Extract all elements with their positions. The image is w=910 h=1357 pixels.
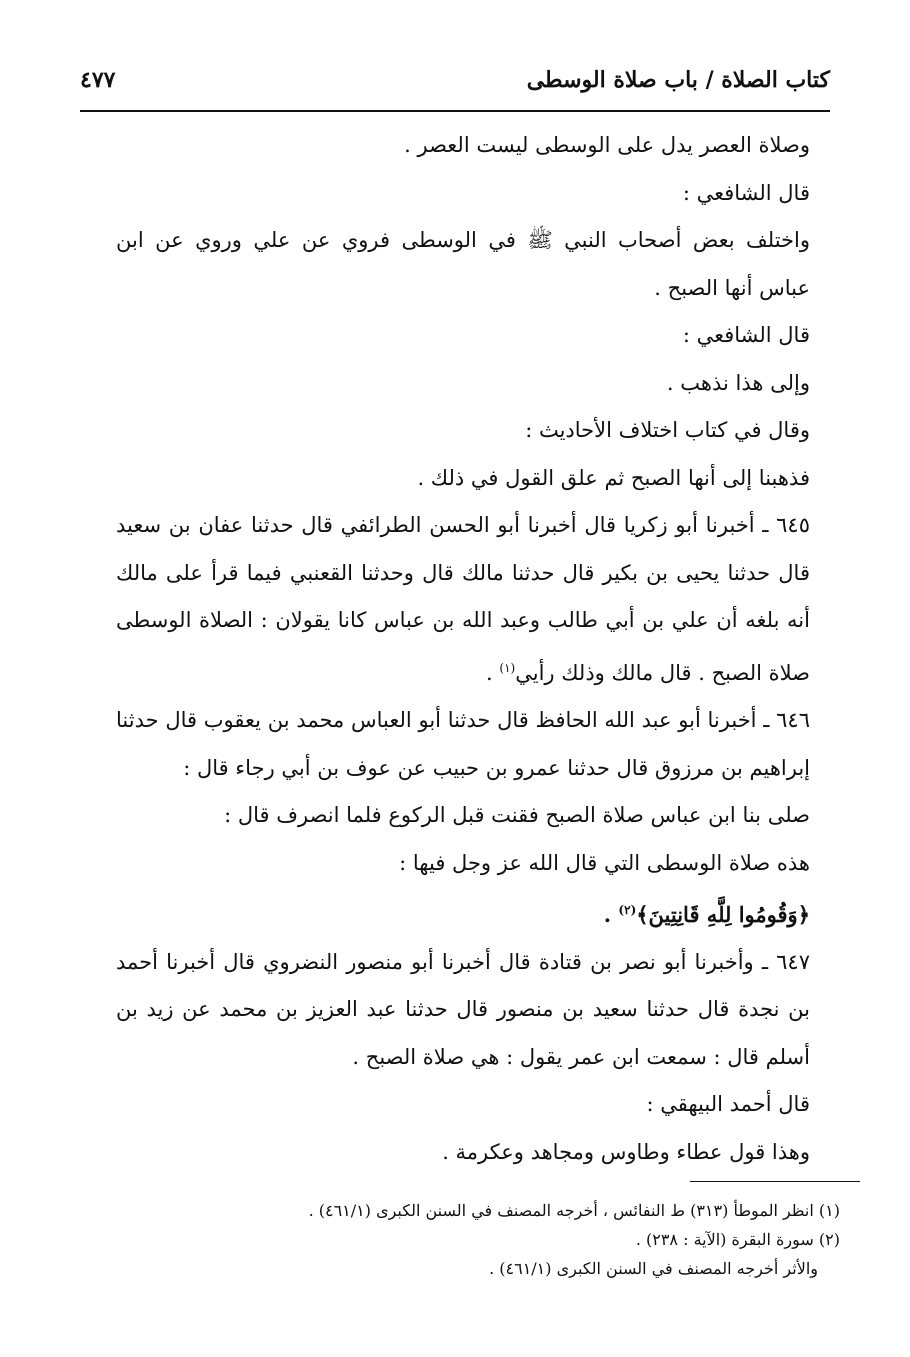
footnote-2-continuation: والأثر أخرجه المصنف في السنن الكبرى (٤٦١/١) .: [489, 1259, 818, 1278]
paragraph: واختلف بعض أصحاب النبي ﷺ في الوسطى فروي عن علي وروي عن ابن عباس أنها الصبح .: [116, 228, 810, 300]
verse-text: ﴿وَقُومُوا لِلَّهِ قَانِتِينَ﴾: [636, 902, 810, 927]
footnote-ref-2[interactable]: (٢): [618, 903, 637, 917]
paragraph: هذه صلاة الوسطى التي قال الله عز وجل فيها :: [399, 850, 810, 875]
footnote-1: (١) انظر الموطأ (٣١٣) ط النفائس ، أخرجه المصنف في السنن الكبرى (٤٦١/١) .: [308, 1201, 840, 1220]
hadith-647: ٦٤٧ ـ وأخبرنا أبو نصر بن قتادة قال أخبرنا أبو منصور النضروي قال أخبرنا أحمد بن نجدة قال حدثنا سعيد بن منصور قال حدثنا عبد العزيز بن محمد عن زيد بن أسلم قال : سمعت ابن عمر يقول : هي صلاة الصبح .: [116, 949, 810, 1069]
page-number: ٤٧٧: [80, 67, 116, 93]
running-title: كتاب الصلاة / باب صلاة الوسطى: [526, 67, 830, 93]
footnote-2: (٢) سورة البقرة (الآية : ٢٣٨) .: [635, 1230, 840, 1249]
paragraph: وإلى هذا نذهب .: [666, 370, 810, 395]
paragraph: وصلاة العصر يدل على الوسطى ليست العصر .: [404, 133, 810, 157]
hadith-646: ٦٤٦ ـ أخبرنا أبو عبد الله الحافظ قال حدثنا أبو العباس محمد بن يعقوب قال حدثنا إبراهيم بن مرزوق قال حدثنا عمرو بن حبيب عن عوف بن أبي رجاء قال :: [116, 708, 810, 780]
header-divider: [80, 110, 830, 112]
paragraph: وهذا قول عطاء وطاوس ومجاهد وعكرمة .: [442, 1139, 810, 1164]
footnote-divider: [690, 1181, 860, 1182]
main-text: [116, 122, 810, 1176]
hadith-645: [116, 502, 810, 697]
paragraph: صلى بنا ابن عباس صلاة الصبح فقنت قبل الركوع فلما انصرف قال :: [224, 803, 810, 827]
punctuation: .: [603, 902, 619, 927]
hadith-text: ٦٤٥ ـ أخبرنا أبو زكريا قال أخبرنا أبو الحسن الطرائفي قال حدثنا عفان بن سعيد قال حدثنا يحيى بن بكير قال حدثنا مالك قال وحدثنا القعنبي فيما قرأ على مالك أنه بلغه أن علي بن أبي طالب وعبد الله بن عباس كانا يقولان : الصلاة الوسطى صلاة الصبح . قال مالك وذلك رأيي: [116, 513, 810, 685]
footnotes: [120, 1196, 840, 1283]
quran-verse: [116, 887, 810, 939]
paragraph: قال الشافعي :: [682, 180, 810, 205]
paragraph: فذهبنا إلى أنها الصبح ثم علق القول في ذلك .: [417, 465, 810, 490]
paragraph: قال أحمد البيهقي :: [646, 1092, 810, 1116]
page-header: [80, 62, 830, 98]
footnote-ref-1[interactable]: (١): [499, 660, 516, 675]
paragraph: قال الشافعي :: [682, 323, 810, 347]
paragraph: وقال في كتاب اختلاف الأحاديث :: [525, 418, 810, 442]
punctuation: .: [486, 660, 500, 685]
